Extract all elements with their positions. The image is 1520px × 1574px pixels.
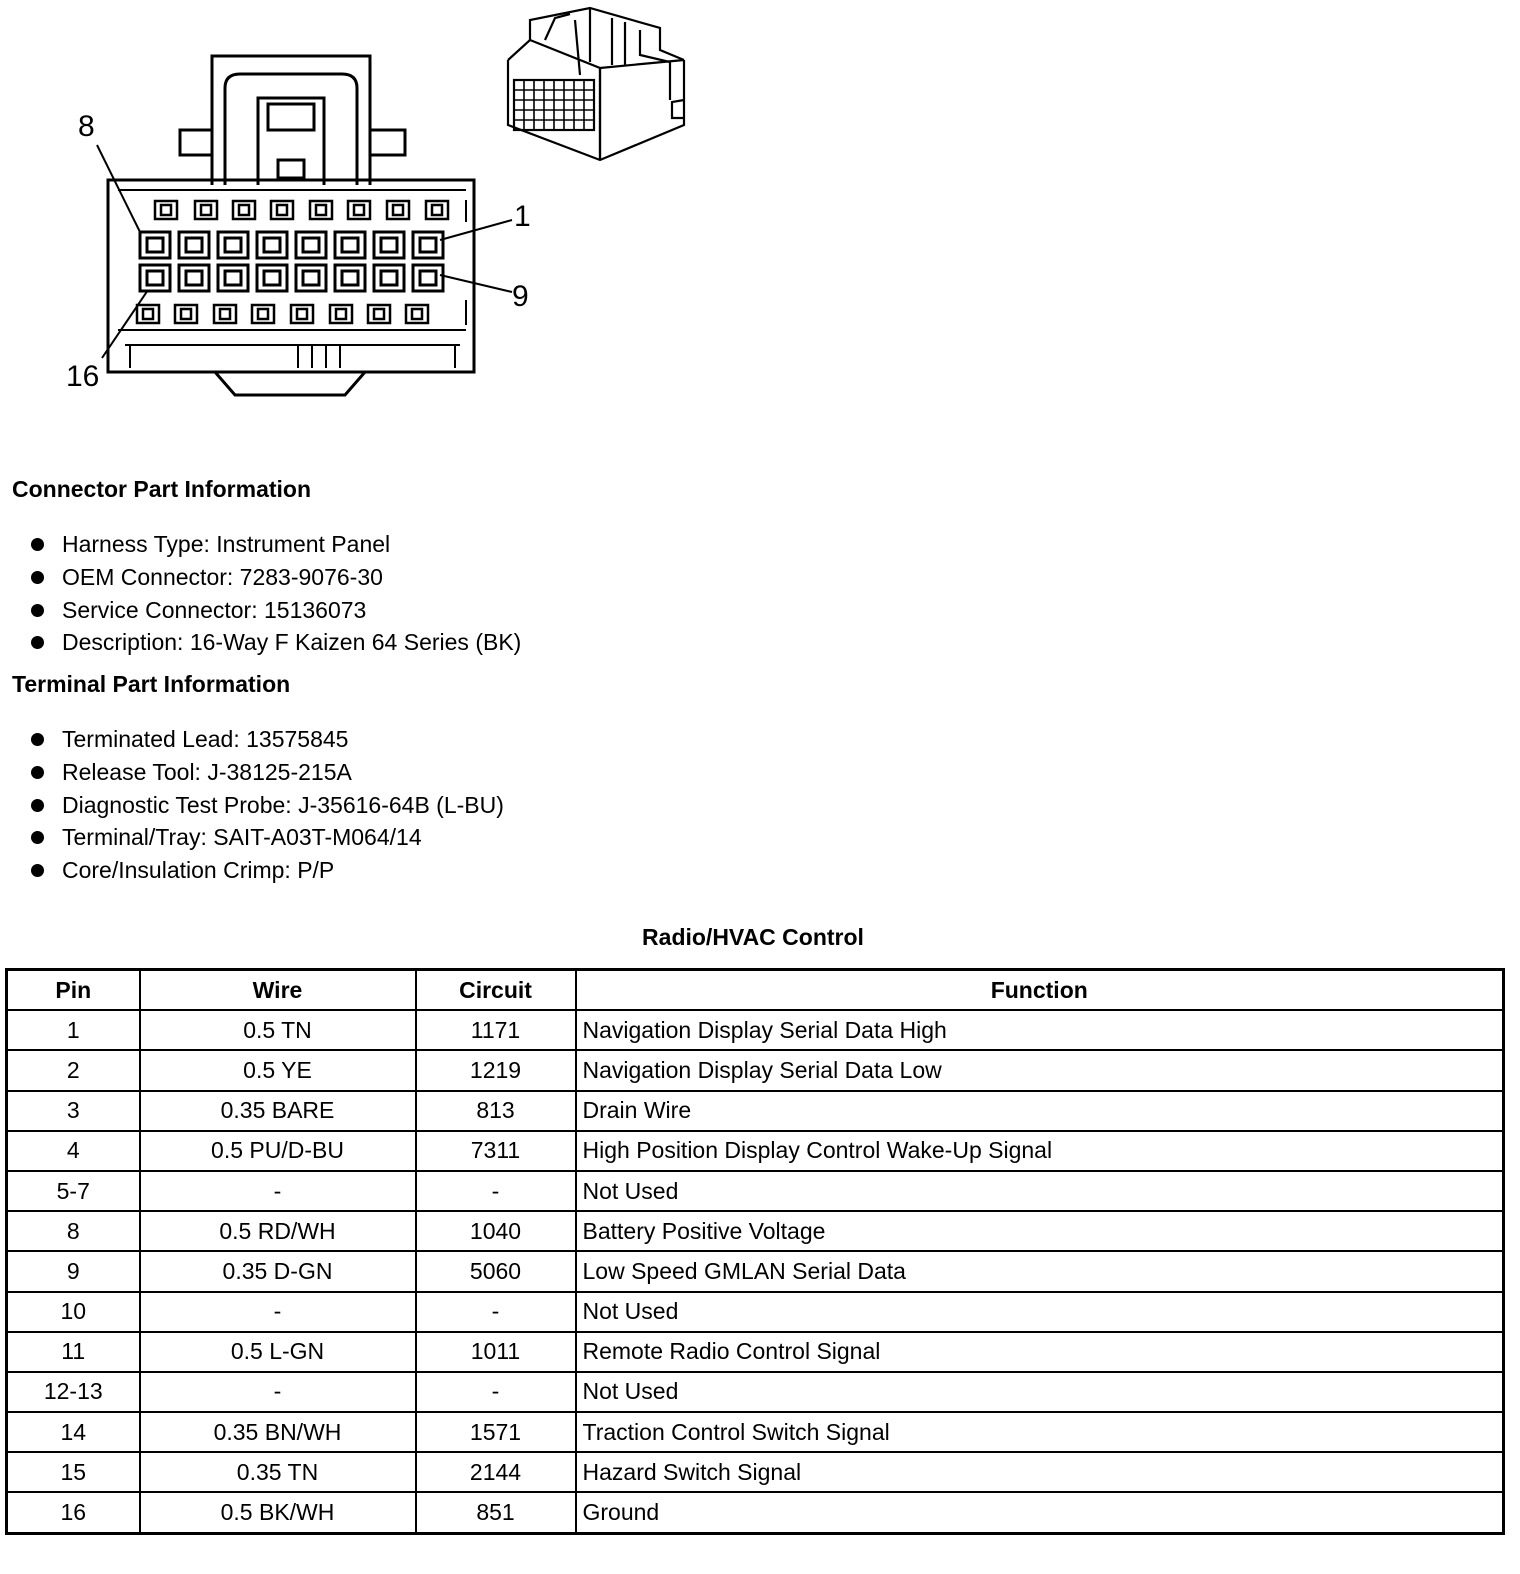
bullet-icon (31, 571, 44, 584)
connector-diagram (0, 0, 760, 430)
cell-function: High Position Display Control Wake-Up Signal (576, 1131, 1504, 1171)
pinout-table (5, 968, 1505, 1535)
cell-wire: - (140, 1171, 416, 1211)
terminal-part-info-heading: Terminal Part Information (12, 671, 291, 697)
list-item: Description: 16-Way F Kaizen 64 Series (BK) (28, 626, 521, 659)
header-pin: Pin (7, 970, 140, 1011)
cell-wire: 0.35 BARE (140, 1091, 416, 1131)
cell-circuit: 1219 (416, 1050, 576, 1090)
list-item: OEM Connector: 7283-9076-30 (28, 561, 521, 594)
table-row (7, 1251, 1504, 1291)
bullet-icon (31, 864, 44, 877)
leader-9 (440, 275, 512, 292)
callout-1: 1 (514, 200, 531, 233)
table-row (7, 1492, 1504, 1533)
list-item: Release Tool: J-38125-215A (28, 756, 504, 789)
table-title: Radio/HVAC Control (642, 924, 864, 950)
table-row (7, 1050, 1504, 1090)
bullet-icon (31, 604, 44, 617)
cell-pin: 1 (7, 1010, 140, 1050)
cell-function: Hazard Switch Signal (576, 1452, 1504, 1492)
leader-1 (440, 220, 512, 240)
table-row (7, 1010, 1504, 1050)
list-item: Core/Insulation Crimp: P/P (28, 854, 504, 887)
cell-circuit: 2144 (416, 1452, 576, 1492)
cell-function: Not Used (576, 1372, 1504, 1412)
callout-8: 8 (78, 110, 95, 143)
cell-wire: 0.5 RD/WH (140, 1211, 416, 1251)
cell-pin: 12-13 (7, 1372, 140, 1412)
cell-pin: 9 (7, 1251, 140, 1291)
cell-pin: 15 (7, 1452, 140, 1492)
connector-thumbnail-icon (508, 8, 684, 160)
table-header-row (7, 970, 1504, 1011)
cell-function: Not Used (576, 1292, 1504, 1332)
list-item: Terminal/Tray: SAIT-A03T-M064/14 (28, 821, 504, 854)
cell-function: Traction Control Switch Signal (576, 1412, 1504, 1452)
bullet-icon (31, 733, 44, 746)
cell-function: Not Used (576, 1171, 1504, 1211)
cell-wire: - (140, 1292, 416, 1332)
cell-function: Ground (576, 1492, 1504, 1533)
cell-pin: 11 (7, 1332, 140, 1372)
cell-circuit: - (416, 1171, 576, 1211)
cell-wire: 0.5 L-GN (140, 1332, 416, 1372)
cell-wire: 0.5 BK/WH (140, 1492, 416, 1533)
cell-wire: 0.35 D-GN (140, 1251, 416, 1291)
list-item: Terminated Lead: 13575845 (28, 723, 504, 756)
bullet-icon (31, 799, 44, 812)
cell-circuit: 1011 (416, 1332, 576, 1372)
cell-wire: 0.35 BN/WH (140, 1412, 416, 1452)
cell-circuit: 813 (416, 1091, 576, 1131)
cell-wire: - (140, 1372, 416, 1412)
table-row (7, 1332, 1504, 1372)
cell-pin: 4 (7, 1131, 140, 1171)
cell-wire: 0.5 PU/D-BU (140, 1131, 416, 1171)
cell-pin: 16 (7, 1492, 140, 1533)
connector-part-info-heading: Connector Part Information (12, 476, 312, 502)
list-item: Diagnostic Test Probe: J-35616-64B (L-BU) (28, 789, 504, 822)
leader-8 (97, 145, 140, 232)
table-row (7, 1412, 1504, 1452)
cell-function: Navigation Display Serial Data High (576, 1010, 1504, 1050)
cell-wire: 0.5 YE (140, 1050, 416, 1090)
cell-function: Battery Positive Voltage (576, 1211, 1504, 1251)
table-row (7, 1452, 1504, 1492)
cell-circuit: 1571 (416, 1412, 576, 1452)
callout-16: 16 (66, 360, 100, 393)
cell-pin: 3 (7, 1091, 140, 1131)
cell-pin: 14 (7, 1412, 140, 1452)
cell-wire: 0.5 TN (140, 1010, 416, 1050)
cell-circuit: 1040 (416, 1211, 576, 1251)
cell-function: Low Speed GMLAN Serial Data (576, 1251, 1504, 1291)
cell-circuit: 851 (416, 1492, 576, 1533)
header-function: Function (576, 970, 1504, 1011)
cell-wire: 0.35 TN (140, 1452, 416, 1492)
cell-circuit: 5060 (416, 1251, 576, 1291)
cell-circuit: 1171 (416, 1010, 576, 1050)
header-wire: Wire (140, 970, 416, 1011)
table-row (7, 1372, 1504, 1412)
cell-pin: 10 (7, 1292, 140, 1332)
bullet-icon (31, 831, 44, 844)
cell-circuit: 7311 (416, 1131, 576, 1171)
cell-function: Drain Wire (576, 1091, 1504, 1131)
bullet-icon (31, 538, 44, 551)
table-row (7, 1171, 1504, 1211)
header-circuit: Circuit (416, 970, 576, 1011)
table-row (7, 1211, 1504, 1251)
bullet-icon (31, 766, 44, 779)
list-item: Service Connector: 15136073 (28, 594, 521, 627)
cell-circuit: - (416, 1292, 576, 1332)
cell-circuit: - (416, 1372, 576, 1412)
connector-part-info-list (28, 528, 521, 659)
cell-pin: 5-7 (7, 1171, 140, 1211)
callout-9: 9 (512, 280, 529, 313)
cell-pin: 8 (7, 1211, 140, 1251)
table-row (7, 1091, 1504, 1131)
bullet-icon (31, 636, 44, 649)
table-row (7, 1131, 1504, 1171)
table-row (7, 1292, 1504, 1332)
cell-pin: 2 (7, 1050, 140, 1090)
cell-function: Remote Radio Control Signal (576, 1332, 1504, 1372)
cell-function: Navigation Display Serial Data Low (576, 1050, 1504, 1090)
terminal-part-info-list (28, 723, 504, 887)
list-item: Harness Type: Instrument Panel (28, 528, 521, 561)
